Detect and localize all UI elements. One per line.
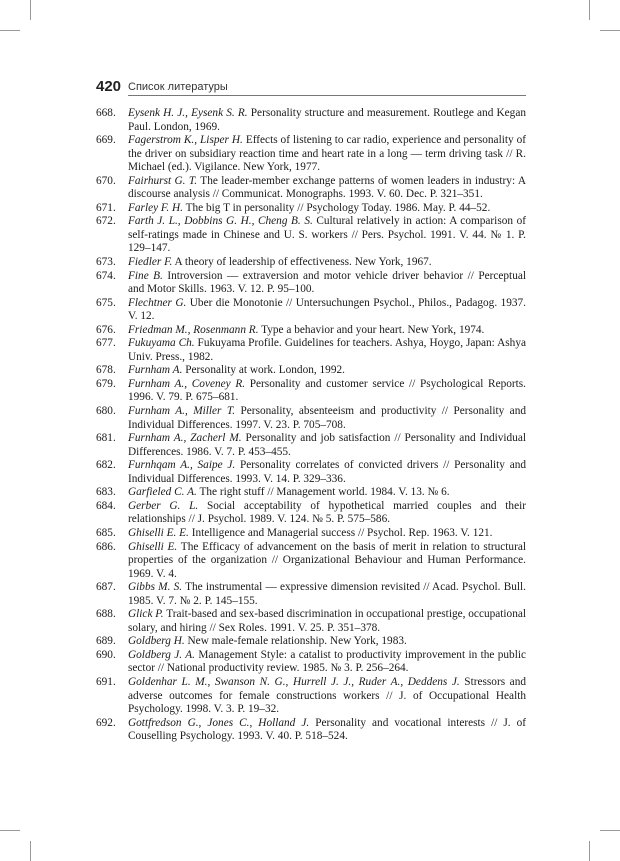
entry-number: 692. (96, 716, 116, 729)
entry-text: Management Style: a catalist to productivity improvement in the public sector // National productivity review. 1985. № 3. P. 256–264. (128, 648, 526, 675)
bibliography-entry (96, 175, 526, 202)
entry-authors: Furnham A. (128, 364, 183, 377)
entry-number: 689. (96, 635, 116, 648)
bibliography-entry (96, 134, 526, 175)
entry-text: Personality and customer service // Psychological Reports. 1996. V. 79. P. 675–681. (128, 377, 526, 404)
entry-authors: Fiedler F. (128, 256, 173, 269)
entry-text: Cultural relatively in action: A comparison of self-ratings made in Chinese and U. S. workers // Pers. Psychol. 1991. V. 44. № 1. P. 129–147. (128, 215, 526, 255)
entry-text: Personality correlates of convicted drivers // Personality and Individual Differences. 1993. V. 14. P. 329–336. (128, 459, 526, 485)
entry-text: Stressors and adverse outcomes for female constructions workers // J. of Occupational Health Psychology. 1998. V. 3. P. 19–32. (128, 675, 526, 716)
bibliography-entry (96, 270, 526, 297)
crop-mark (30, 841, 31, 861)
entry-text: The right stuff // Management world. 1984. V. 13. № 6. (196, 486, 450, 499)
bibliography-entry (96, 500, 526, 527)
entry-number: 685. (96, 526, 116, 539)
entry-text: Personality structure and measurement. Routlege and Kegan Paul. London, 1969. (128, 107, 526, 133)
entry-number: 686. (96, 540, 116, 553)
entry-text: Fukuyama Profile. Guidelines for teachers. Ashya, Hoygo, Japan: Ashya Univ. Press., 1982. (128, 337, 526, 363)
bibliography-entry (96, 215, 526, 256)
crop-mark (589, 0, 590, 20)
crop-mark (0, 830, 20, 831)
entry-text: Intelligence and Managerial success // Psychol. Rep. 1963. V. 121. (188, 526, 493, 539)
entry-number: 680. (96, 405, 116, 418)
entry-authors: Gibbs M. S. (128, 581, 183, 594)
entry-number: 678. (96, 364, 116, 377)
entry-authors: Goldberg H. (128, 635, 185, 648)
entry-number: 670. (96, 174, 116, 187)
entry-authors: Farth J. L., Dobbins G. H., Cheng B. S. (128, 215, 313, 228)
entry-authors: Farley F. H. (128, 201, 184, 214)
bibliography-entry (96, 378, 526, 405)
entry-number: 681. (96, 432, 116, 445)
entry-number: 682. (96, 459, 116, 472)
page-number: 420 (96, 78, 122, 95)
entry-number: 673. (96, 256, 116, 269)
crop-mark (0, 30, 20, 31)
bibliography-entry (96, 676, 526, 717)
entry-number: 683. (96, 486, 116, 499)
bibliography-entry (96, 405, 526, 432)
entry-text: Social acceptability of hypothetical married couples and their relationships // J. Psychol. 1989. V. 124. № 5. P. 575–586. (128, 499, 526, 526)
entry-text: The big T in personality // Psychology Today. 1986. May. P. 44–52. (183, 201, 491, 214)
entry-number: 687. (96, 581, 116, 594)
entry-authors: Glick P. (128, 608, 164, 621)
entry-authors: Eysenk H. J., Eysenk S. R. (128, 107, 248, 119)
bibliography-entry (96, 527, 526, 541)
entry-text: The leader-member exchange patterns of women leaders in industry: A discourse analysis // Communicat. Monographs. 1993. V. 60. Dec. P. 321–351. (128, 174, 526, 201)
entry-number: 684. (96, 499, 116, 512)
entry-authors: Friedman M., Rosenmann R. (128, 323, 259, 336)
bibliography-entry (96, 107, 526, 134)
entry-number: 679. (96, 377, 116, 390)
entry-authors: Ghiselli E. (128, 540, 178, 553)
header-rule (128, 95, 526, 96)
bibliography-entry (96, 608, 526, 635)
entry-text: The Efficacy of advancement on the basis of merit in relation to structural properties of the organization // Organizational Behaviour and Human Performance. 1969. V. 4. (128, 540, 526, 580)
entry-number: 668. (96, 107, 116, 119)
entry-authors: Gerber G. L. (128, 499, 199, 512)
entry-text: Trait-based and sex-based discrimination in occupational prestige, occupational solary, and hiring // Sex Roles. 1991. V. 25. P. 351–378. (128, 608, 526, 634)
entry-text: The instrumental — expressive dimension revisited // Acad. Psychol. Bull. 1985. V. 7. № 2. P. 145–155. (128, 581, 526, 607)
entry-authors: Fagerstrom K., Lisper H. (128, 134, 243, 147)
running-header (96, 78, 526, 98)
entry-number: 676. (96, 323, 116, 336)
entry-text: New male-female relationship. New York, 1983. (184, 635, 407, 648)
entry-text: A theory of leadership of effectiveness. New York, 1967. (172, 256, 432, 269)
entry-number: 677. (96, 337, 116, 350)
entry-text: Type a behavior and your heart. New York, 1974. (258, 323, 485, 336)
bibliography-entry (96, 649, 526, 676)
entry-authors: Furnhqam A., Saipe J. (128, 459, 236, 472)
entry-text: Introversion — extraversion and motor vehicle driver behavior // Perceptual and Motor Skills. 1963. V. 12. P. 95–100. (128, 269, 526, 296)
entry-authors: Fine B. (128, 269, 163, 282)
section-title: Список литературы (128, 81, 228, 93)
entry-text: Personality, absenteeism and productivity // Personality and Individual Differences. 1997. V. 23. P. 705–708. (128, 405, 526, 431)
entry-number: 688. (96, 608, 116, 621)
bibliography-entry (96, 297, 526, 324)
entry-authors: Gottfredson G., Jones C., Holland J. (128, 716, 310, 729)
entry-number: 669. (96, 134, 116, 147)
entry-text: Personality and vocational interests // J. of Couselling Psychology. 1993. V. 40. P. 518–524. (128, 716, 526, 743)
entry-number: 674. (96, 269, 116, 282)
bibliography-entry (96, 202, 526, 216)
bibliography-entry (96, 635, 526, 649)
crop-mark (600, 830, 620, 831)
bibliography-entry (96, 364, 526, 378)
crop-mark (600, 30, 620, 31)
bibliography-entry (96, 717, 526, 744)
entry-authors: Furnham A., Coveney R. (128, 377, 246, 390)
bibliography-entry (96, 581, 526, 608)
entry-text: Effects of listening to car radio, experience and personality of the driver on subsidiary reaction time and heart rate in a long — term driving task // R. Michael (ed.). Vigilance. New York, 1977. (128, 134, 526, 174)
bibliography-entry (96, 459, 526, 486)
entry-authors: Garfieled C. A. (128, 486, 197, 499)
entry-text: Personality at work. London, 1992. (182, 364, 345, 377)
bibliography-entry (96, 486, 526, 500)
bibliography-entry (96, 256, 526, 270)
entry-text: Personality and job satisfaction // Personality and Individual Differences. 1986. V. 7. P. 453–455. (128, 432, 526, 458)
entry-authors: Furnham A., Miller T. (128, 405, 236, 418)
entry-authors: Fairhurst G. T. (128, 174, 198, 187)
entry-authors: Fukuyama Ch. (128, 337, 195, 350)
entry-number: 671. (96, 201, 116, 214)
entry-authors: Ghiselli E. E. (128, 526, 189, 539)
entry-number: 690. (96, 648, 116, 661)
crop-mark (589, 841, 590, 861)
entry-text: Uber die Monotonie // Untersuchungen Psychol., Philos., Padagog. 1937. V. 12. (128, 296, 526, 323)
crop-mark (30, 0, 31, 20)
entry-authors: Flechtner G. (128, 296, 187, 309)
entry-authors: Furnham A., Zacherl M. (128, 432, 242, 445)
bibliography-entry (96, 324, 526, 338)
bibliography-entry (96, 541, 526, 582)
bibliography-entry (96, 337, 526, 364)
entry-number: 672. (96, 215, 116, 228)
entry-number: 691. (96, 675, 116, 688)
entry-authors: Goldenhar L. M., Swanson N. G., Hurrell J. J., Ruder A., Deddens J. (128, 675, 460, 688)
entry-authors: Goldberg J. A. (128, 648, 195, 661)
entry-number: 675. (96, 296, 116, 309)
bibliography-entry (96, 432, 526, 459)
bibliography-list (96, 107, 526, 744)
